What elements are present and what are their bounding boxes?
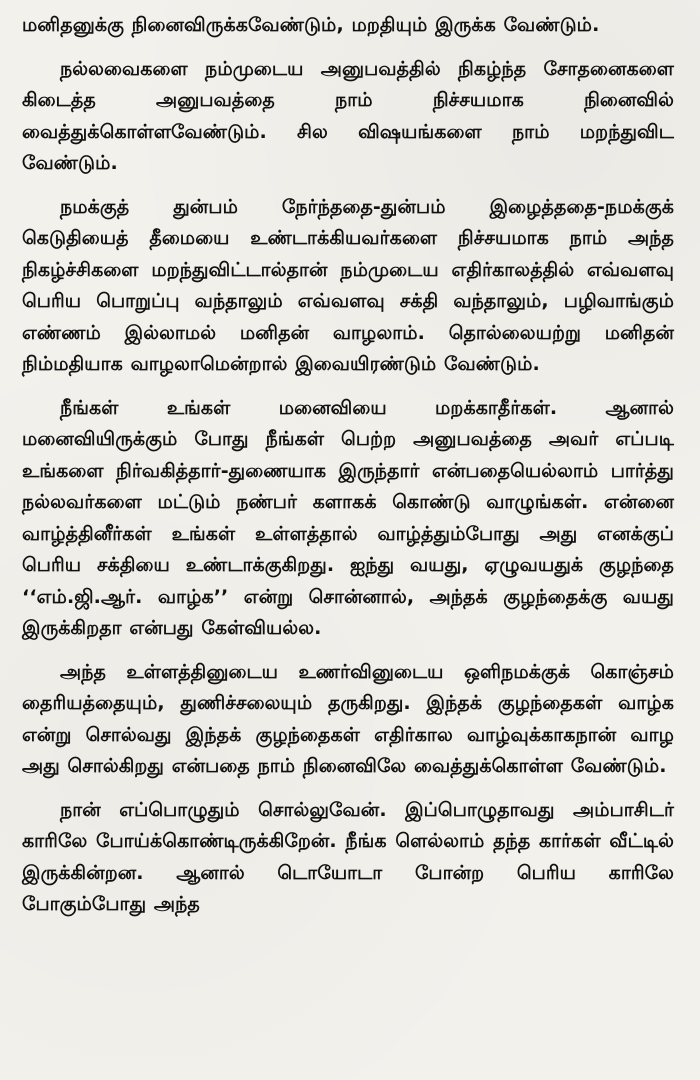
paragraph: மனிதனுக்கு நினைவிருக்கவேண்டும், மறதியும் இருக்க வேண்டும். [22,14,600,36]
paragraph: நமக்குத் துன்பம் நேர்ந்ததை-துன்பம் இழைத்ததை-நமக்குக் கெடுதியைத் தீமையை உண்டாக்கியவர்களை நிச்சயமாக நாம் அந்த நிகழ்ச்சிகளை மறந்துவிட்டால்தான் நம்முடைய எதிர்காலத்தில் எவ்வளவு பெரிய பொறுப்பு வந்தாலும் எவ்வளவு சக்தி வந்தாலும், பழிவாங்கும் எண்ணம் இல்லாமல் மனிதன் வாழலாம். தொல்லையற்று மனிதன் நிம்மதியாக வாழலாமென்றால் இவையிரண்டும் வேண்டும். [22,195,674,375]
paragraph: நல்லவைகளை நம்முடைய அனுபவத்தில் நிகழ்ந்த சோதனைகளை கிடைத்த அனுபவத்தை நாம் நிச்சயமாக நினைவில் வைத்துக்கொள்ளவேண்டும். சில விஷயங்களை நாம் மறந்துவிட வேண்டும். [22,57,674,174]
paragraph: அந்த உள்ளத்தினுடைய உணர்வினுடைய ஒளிநமக்குக் கொஞ்சம் தைரியத்தையும், துணிச்சலையும் தருகிறது. இந்தக் குழந்தைகள் வாழ்க என்று சொல்வது இந்தக் குழந்தைகள் எதிர்கால வாழ்வுக்காகநான் வாழ அது சொல்கிறது என்பதை நாம் நினைவிலே வைத்துக்கொள்ள வேண்டும். [22,660,674,777]
paragraph: நான் எப்பொழுதும் சொல்லுவேன். இப்பொழுதாவது அம்பாசிடர் காரிலே போய்க்கொண்டிருக்கிறேன். நீங்க ளெல்லாம் தந்த கார்கள் வீட்டில் இருக்கின்றன. ஆனால் டொயோடா போன்ற பெரிய காரிலே போகும்போது அந்த [22,798,674,915]
paragraph: நீங்கள் உங்கள் மனைவியை மறக்காதீர்கள். ஆனால் மனைவியிருக்கும் போது நீங்கள் பெற்ற அனுபவத்தை அவர் எப்படி உங்களை நிர்வகித்தார்-துணையாக இருந்தார் என்பதையெல்லாம் பார்த்து நல்லவர்களை மட்டும் நண்பர் களாகக் கொண்டு வாழுங்கள். என்னை வாழ்த்தினீர்கள் உங்கள் உள்ளத்தால் வாழ்த்தும்போது அது எனக்குப் பெரிய சக்தியை உண்டாக்குகிறது. ஐந்து வயது, ஏழுவயதுக் குழந்தை ‘‘எம்.ஜி.ஆர். வாழ்க’’ என்று சொன்னால், அந்தக் குழந்தைக்கு வயது இருக்கிறதா என்பது கேள்வியல்ல. [22,396,674,639]
